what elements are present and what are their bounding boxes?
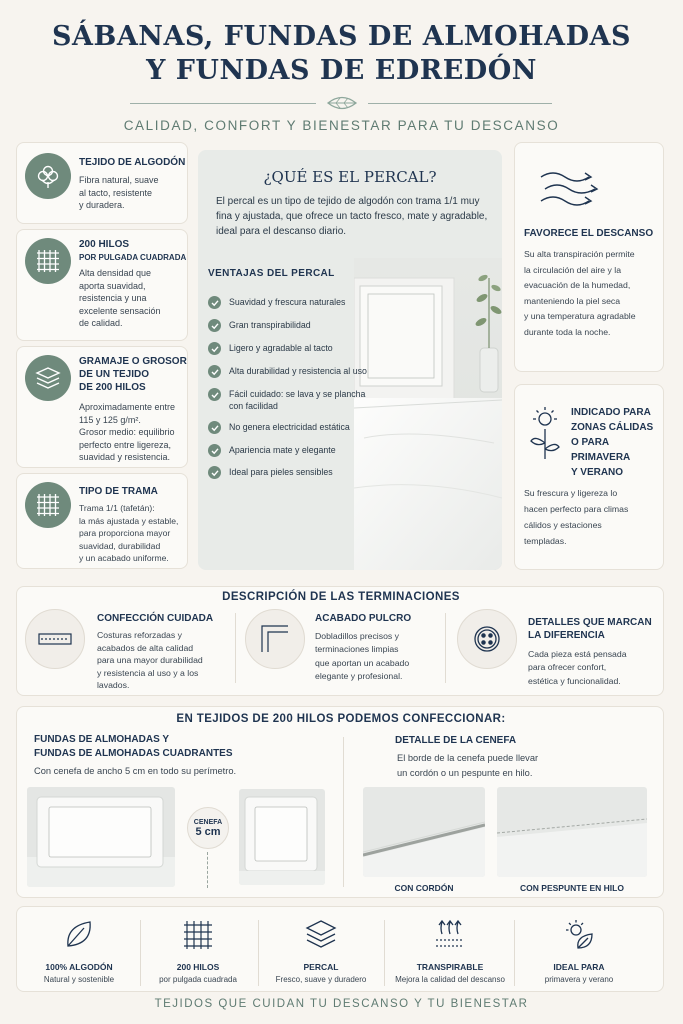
percal-title: ¿QUÉ ES EL PERCAL? (263, 168, 437, 186)
seam-icon (25, 609, 85, 669)
breathable-icon (433, 918, 467, 952)
card-gramaje (16, 346, 188, 468)
caption-cordon: CON CORDÓN (394, 883, 454, 893)
check-icon (208, 365, 221, 378)
check-icon (208, 444, 221, 457)
weave-grid-icon (181, 918, 215, 952)
caption-pespunte: CON PESPUNTE EN HILO (520, 883, 624, 893)
percal-intro: El percal es un tipo de tejido de algodón con trama 1/1 muy fina y ajustada, que ofrece un tacto fresco, mate y agradable, ideal para el descanso diario. (216, 196, 488, 237)
badge-guide-line (207, 852, 208, 888)
list-item: Alta durabilidad y resistencia al uso (208, 365, 367, 378)
pespunte-photo (497, 787, 647, 877)
item-text: Cada pieza está pensada para ofrecer confort, estética y funcionalidad. (528, 649, 627, 686)
cenefa-detail-text: El borde de la cenefa puede llevar un cordón o un pespunte en hilo. (397, 753, 539, 778)
page-subtitle: CALIDAD, CONFORT Y BIENESTAR PARA TU DESCANSO (123, 118, 560, 133)
card-200-hilos (16, 229, 188, 341)
check-icon (208, 388, 221, 401)
check-icon (208, 421, 221, 434)
fabric-layers-icon (304, 918, 338, 952)
item-text: Dobladillos precisos y terminaciones limpias que aportan un acabado elegante y profesional. (315, 631, 410, 682)
percal-panel (198, 150, 502, 570)
section-title: EN TEJIDOS DE 200 HILOS PODEMOS CONFECCIONAR: (176, 713, 506, 725)
card-text: Trama 1/1 (tafetán): la más ajustada y estable, para proporciona mayor suavidad, durabilidad y un acabado uniforme. (79, 503, 179, 563)
card-text: Aproximadamente entre 115 y 125 g/m². Grosor medio: equilibrio perfecto entre ligereza, suavidad y resistencia. (79, 402, 176, 462)
item-title: ACABADO PULCRO (315, 613, 412, 624)
badge-label: CENEFA (193, 818, 223, 826)
card-title: 200 HILOS POR PULGADA CUADRADA (79, 239, 187, 262)
badge-value: 5 cm (195, 825, 221, 838)
item-title: DETALLES QUE MARCAN LA DIFERENCIA (528, 617, 652, 641)
check-icon (208, 342, 221, 355)
card-tejido-algodon (16, 142, 188, 224)
weave-grid-icon (25, 238, 71, 284)
card-title: FAVORECE EL DESCANSO (524, 228, 654, 239)
sun-flower-icon (527, 405, 563, 461)
page-footer: TEJIDOS QUE CUIDAN TU DESCANSO Y TU BIENESTAR (154, 998, 529, 1010)
divider (445, 613, 446, 683)
card-text: Fibra natural, suave al tacto, resistente y duradera. (79, 175, 159, 210)
square-pillow-photo (239, 789, 325, 885)
card-zonas-calidas (514, 384, 664, 570)
sun-leaf-icon (562, 918, 596, 952)
card-title: INDICADO PARA ZONAS CÁLIDAS O PARA PRIMAVERA Y VERANO (571, 407, 654, 478)
card-text: Su alta transpiración permite la circulación del aire y la evacuación de la humedad, manteniendo la piel seca y una temperatura agradable durante toda la noche. (524, 249, 636, 337)
airflow-icon (537, 167, 601, 207)
list-item: Ideal para pieles sensibles (208, 466, 333, 479)
terminaciones-section (16, 586, 664, 696)
cotton-flower-icon (25, 153, 71, 199)
fabric-layers-icon (25, 355, 71, 401)
list-item: Fácil cuidado: se lava y se plancha con facilidad (208, 388, 365, 412)
item-text: Costuras reforzadas y acabados de alta calidad para una mayor durabilidad y resistencia al uso y a los lavados. (97, 630, 203, 691)
list-item: Apariencia mate y elegante (208, 444, 336, 457)
bed-photo (354, 258, 502, 570)
item-title: CONFECCIÓN CUIDADA (97, 613, 214, 624)
divider-line-right (368, 103, 552, 104)
check-icon (208, 319, 221, 332)
ventajas-title: VENTAJAS DEL PERCAL (208, 268, 335, 279)
card-text: Alta densidad que aporta suavidad, resistencia y una excelente sensación de calidad. (79, 268, 161, 328)
confeccionar-section (16, 706, 664, 898)
fundas-text: Con cenefa de ancho 5 cm en todo su perímetro. (34, 766, 237, 776)
button-icon (457, 609, 517, 669)
list-item: Ligero y agradable al tacto (208, 342, 333, 355)
card-title: GRAMAJE O GROSOR DE UN TEJIDO DE 200 HILOS (79, 356, 187, 393)
card-title: TEJIDO DE ALGODÓN (79, 157, 186, 168)
card-text: Su frescura y ligereza lo hacen perfecto para climas cálidos y estaciones templadas. (524, 488, 629, 546)
section-title: DESCRIPCIÓN DE LAS TERMINACIONES (222, 591, 460, 603)
title-line-2: Y FUNDAS DE EDREDÓN (146, 55, 537, 86)
pillow-photo (27, 787, 175, 887)
divider (235, 613, 236, 683)
check-icon (208, 296, 221, 309)
leaf-icon (62, 918, 96, 952)
fundas-title: FUNDAS DE ALMOHADAS Y FUNDAS DE ALMOHADAS CUADRANTES (34, 734, 233, 759)
divider-line-left (130, 103, 316, 104)
title-line-1: SÁBANAS, FUNDAS DE ALMOHADAS (52, 21, 631, 52)
weave-grid-icon (25, 482, 71, 528)
cordon-photo (363, 787, 485, 877)
list-item: Suavidad y frescura naturales (208, 296, 345, 309)
page-title (0, 20, 683, 88)
card-title: TIPO DE TRAMA (79, 486, 158, 497)
list-item: Gran transpirabilidad (208, 319, 311, 332)
divider (343, 737, 344, 887)
leaf-divider-icon (324, 94, 360, 112)
infographic-page: SÁBANAS, FUNDAS DE ALMOHADAS Y FUNDAS DE EDREDÓN CALIDAD, CONFORT Y BIENESTAR PARA TU DESCANSO TEJIDO DE ALGODÓN Fibra natural, suave al tacto, resistente y duradera. 200 HILOS POR PULGADA CUADRADA Alta densidad que aporta suavidad, resistencia y una excelente sensación de calidad. GRAMAJE O GROSOR DE UN TEJIDO DE 200 HILOS Aproximadamente entre 115 y 125 g/m². Grosor medio: equilibrio perfecto entre ligereza, suavidad y resistencia. TIPO DE TRAMA Trama 1/1 (tafetán): la más ajustada y estable, para proporciona mayor suavidad, durabilidad y un acabado uniforme. ¿QUÉ ES EL PERCAL? El percal es un tipo de tejido de algodón con trama 1/1 muy fina y ajustada, que ofrece un tacto fresco, mate y agradable, ideal para el descanso diario. VENTAJAS DEL PERCAL Suavidad y frescura naturales Gran transpirabilidad Ligero y agradable al tacto Alta durabilidad y resistencia al uso Fácil cuidado: se lava y se plancha con facilidad No genera electricidad estática Apariencia mate y elegante Ideal para pieles sensibles FAVORECE EL DESCANSO Su alta transpiración permite la circulación del aire y la evacuación de la humedad, manteniendo la piel seca y una temperatura agradable durante toda la noche. INDICADO PARA ZONAS CÁLIDAS O PARA PRIMAVERA Y VERANO Su frescura y ligereza lo hacen perfecto para climas cálidos y estaciones templadas. DESCRIPCIÓN DE LAS TERMINACIONES CONFECCIÓN CUIDADA Costuras reforzadas y acabados de alta calidad para una mayor durabilidad y resistencia al uso y a los lavados. ACABADO PULCRO Dobladillos precisos y terminaciones limpias que aportan un acabado elegante y profesional. DETALLES QUE MARCAN LA DIFERENCIA Cada pieza está pensada para ofrecer confort, estética y funcionalidad. EN TEJIDOS DE 200 HILOS PODEMOS CONFECCIONAR: FUNDAS DE ALMOHADAS Y FUNDAS DE ALMOHADAS CUADRANTES Con cenefa de ancho 5 cm en todo su perímetro. CENEFA 5 cm DETALLE DE LA CENEFA El borde de la cenefa puede llevar un cordón o un pespunte en hilo. CON CORDÓN CON PESPUNTE EN HILO 100% ALGODÓN Natural y sostenible 200 HILOS por pulgada cuadrada PERCAL Fresco, suave y duradero TRANSPIRABLE Mejora la calidad del descanso IDEAL PARA primavera y verano TEJIDOS QUE CUIDAN TU DESCANSO Y TU BIENESTAR (0, 0, 683, 1024)
cenefa-detail-title: DETALLE DE LA CENEFA (395, 735, 517, 746)
cenefa-badge (187, 807, 229, 849)
list-item: No genera electricidad estática (208, 421, 350, 434)
card-tipo-trama (16, 473, 188, 569)
card-favorece-descanso (514, 142, 664, 372)
check-icon (208, 466, 221, 479)
hem-corner-icon (245, 609, 305, 669)
